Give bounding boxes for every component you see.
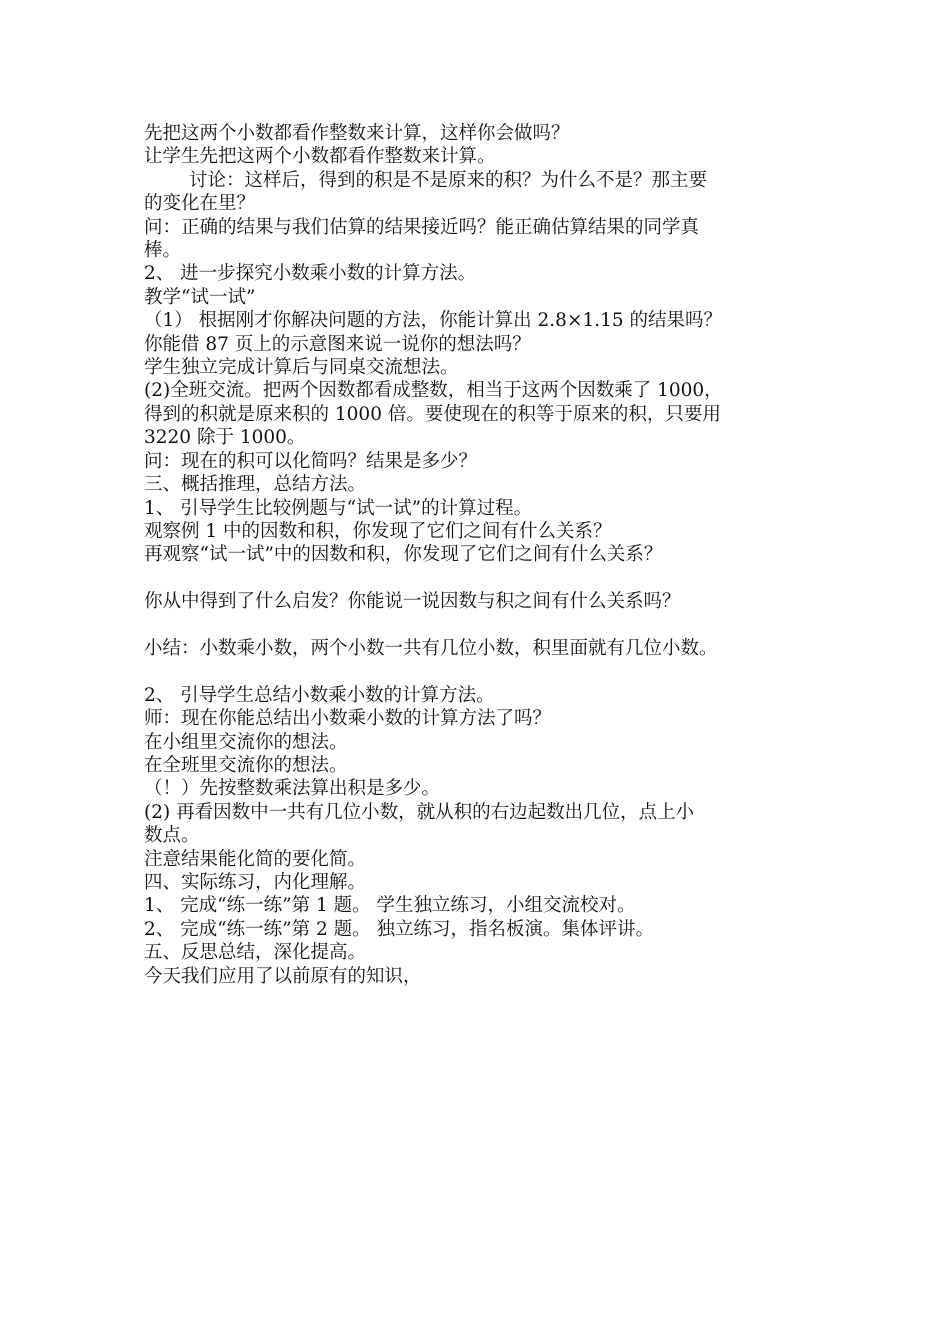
text-line: 3220 除于 1000。	[144, 427, 306, 449]
document-body	[144, 122, 834, 988]
text-line: 学生独立完成计算后与同桌交流想法。	[144, 357, 459, 379]
text-line: 你从中得到了什么启发？你能说一说因数与积之间有什么关系吗？	[144, 591, 681, 613]
text-line: （1） 根据刚才你解决问题的方法，你能计算出 2.8×1.15 的结果吗？	[144, 310, 723, 332]
text-line: 你能借 87 页上的示意图来说一说你的想法吗？	[144, 333, 531, 355]
text-line: 在小组里交流你的想法。	[144, 731, 348, 753]
blank-line	[144, 567, 834, 590]
text-line: 2、 完成“练一练”第 2 题。 独立练习，指名板演。集体评讲。	[144, 918, 654, 940]
text-line: 今天我们应用了以前原有的知识，	[144, 965, 422, 987]
text-line: 观察例 1 中的因数和积，你发现了它们之间有什么关系？	[144, 520, 612, 542]
text-line: 教学“试一试”	[144, 286, 256, 308]
section-heading: 四、实际练习，内化理解。	[144, 871, 367, 893]
text-line: 先把这两个小数都看作整数来计算，这样你会做吗？	[144, 123, 570, 144]
text-line: 2、 进一步探究小数乘小数的计算方法。	[144, 263, 477, 285]
text-line: 2、 引导学生总结小数乘小数的计算方法。	[144, 684, 495, 706]
text-line: 师：现在你能总结出小数乘小数的计算方法了吗？	[144, 708, 552, 730]
text-line: 让学生先把这两个小数都看作整数来计算。	[144, 146, 496, 168]
text-line: 1、 完成“练一练”第 1 题。 学生独立练习，小组交流校对。	[144, 895, 636, 917]
section-heading: 五、反思总结，深化提高。	[144, 942, 367, 964]
text-line: 小结：小数乘小数，两个小数一共有几位小数，积里面就有几位小数。	[144, 637, 718, 659]
text-line: 棒。	[144, 240, 182, 262]
text-line: 问：现在的积可以化简吗？结果是多少？	[144, 450, 478, 472]
text-line: （！）先按整数乘法算出积是多少。	[144, 778, 441, 800]
text-line: 问：正确的结果与我们估算的结果接近吗？能正确估算结果的同学真	[144, 216, 700, 238]
text-line: (2) 再看因数中一共有几位小数，就从积的右边起数出几位，点上小	[144, 801, 695, 823]
blank-line	[144, 614, 834, 637]
text-line: 讨论：这样后，得到的积是不是原来的积？为什么不是？那主要	[189, 169, 708, 191]
text-line: 1、 引导学生比较例题与“试一试”的计算过程。	[144, 497, 533, 519]
section-heading: 三、概括推理，总结方法。	[144, 474, 367, 496]
text-line: (2)全班交流。把两个因数都看成整数，相当于这两个因数乘了 1000，	[144, 380, 723, 402]
text-line: 数点。	[144, 825, 200, 847]
blank-line	[144, 660, 834, 683]
text-line: 得到的积就是原来积的 1000 倍。要使现在的积等于原来的积，只要用	[144, 403, 721, 425]
text-line: 的变化在里？	[144, 193, 256, 215]
text-line: 注意结果能化简的要化简。	[144, 848, 367, 870]
text-line: 再观察“试一试”中的因数和积，你发现了它们之间有什么关系？	[144, 544, 663, 566]
text-line: 在全班里交流你的想法。	[144, 754, 348, 776]
